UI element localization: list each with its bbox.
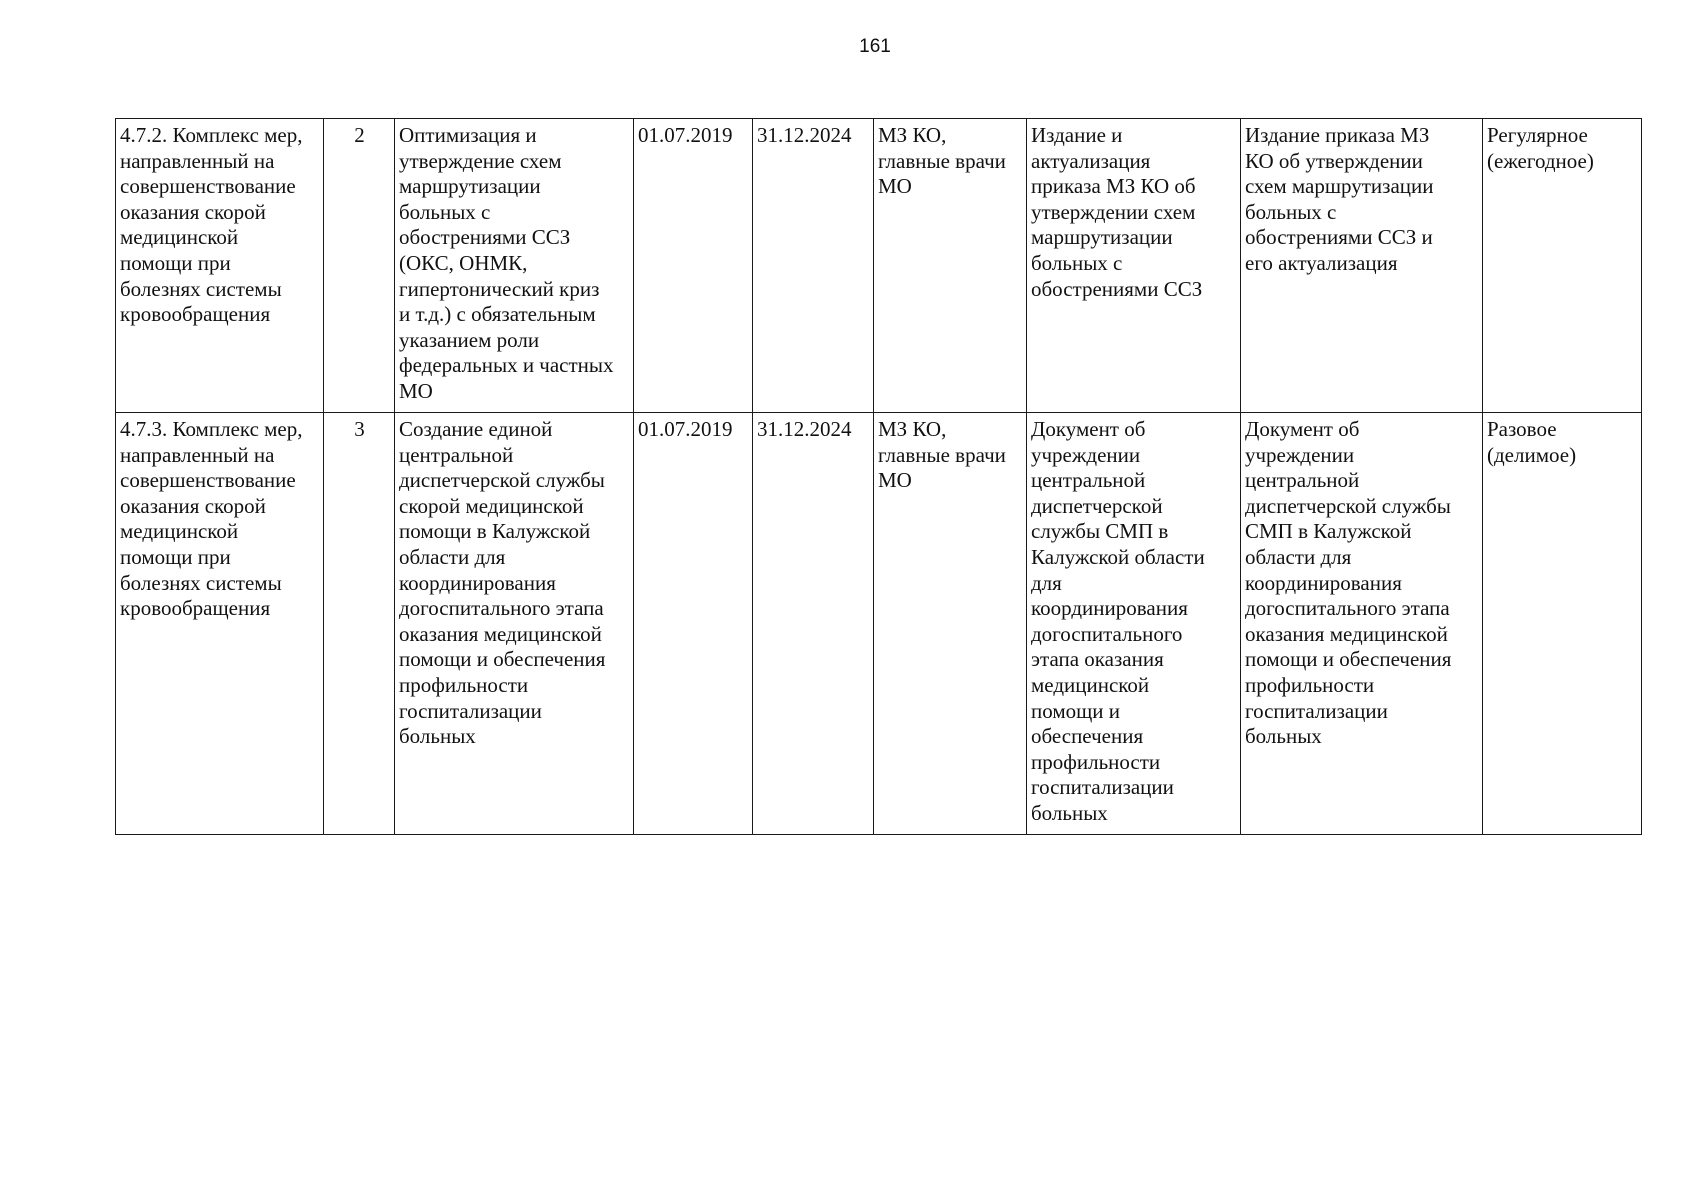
measure-cell: 4.7.2. Комплекс мер, направленный на совершенствование оказания скорой медицинской помощи при болезнях системы кровообращения — [116, 119, 324, 413]
start-date-cell: 01.07.2019 — [634, 119, 753, 413]
periodicity-cell: Регулярное (ежегодное) — [1483, 119, 1642, 413]
periodicity-cell: Разовое (делимое) — [1483, 413, 1642, 835]
activity-cell: Оптимизация и утверждение схем маршрутизации больных с обострениями ССЗ (ОКС, ОНМК, гипертонический криз и т.д.) с обязательным указанием роли федеральных и частных МО — [395, 119, 634, 413]
result-cell: Документ об учреждении центральной диспетчерской службы СМП в Калужской области для координирования догоспитального этапа оказания медицинской помощи и обеспечения профильности госпитализации больных — [1027, 413, 1241, 835]
indicator-cell: Издание приказа МЗ КО об утверждении схем маршрутизации больных с обострениями ССЗ и его актуализация — [1241, 119, 1483, 413]
table-row — [116, 413, 1642, 835]
start-date-cell: 01.07.2019 — [634, 413, 753, 835]
number-cell: 3 — [324, 413, 395, 835]
end-date-cell: 31.12.2024 — [753, 119, 874, 413]
table-row — [116, 119, 1642, 413]
number-cell: 2 — [324, 119, 395, 413]
responsible-cell: МЗ КО, главные врачи МО — [874, 413, 1027, 835]
responsible-cell: МЗ КО, главные врачи МО — [874, 119, 1027, 413]
plan-table — [115, 118, 1642, 835]
end-date-cell: 31.12.2024 — [753, 413, 874, 835]
measure-cell: 4.7.3. Комплекс мер, направленный на совершенствование оказания скорой медицинской помощи при болезнях системы кровообращения — [116, 413, 324, 835]
activity-cell: Создание единой центральной диспетчерской службы скорой медицинской помощи в Калужской области для координирования догоспитального этапа оказания медицинской помощи и обеспечения профильности госпитализации больных — [395, 413, 634, 835]
page-number: 161 — [859, 36, 891, 57]
result-cell: Издание и актуализация приказа МЗ КО об утверждении схем маршрутизации больных с обострениями ССЗ — [1027, 119, 1241, 413]
indicator-cell: Документ об учреждении центральной диспетчерской службы СМП в Калужской области для координирования догоспитального этапа оказания медицинской помощи и обеспечения профильности госпитализации больных — [1241, 413, 1483, 835]
